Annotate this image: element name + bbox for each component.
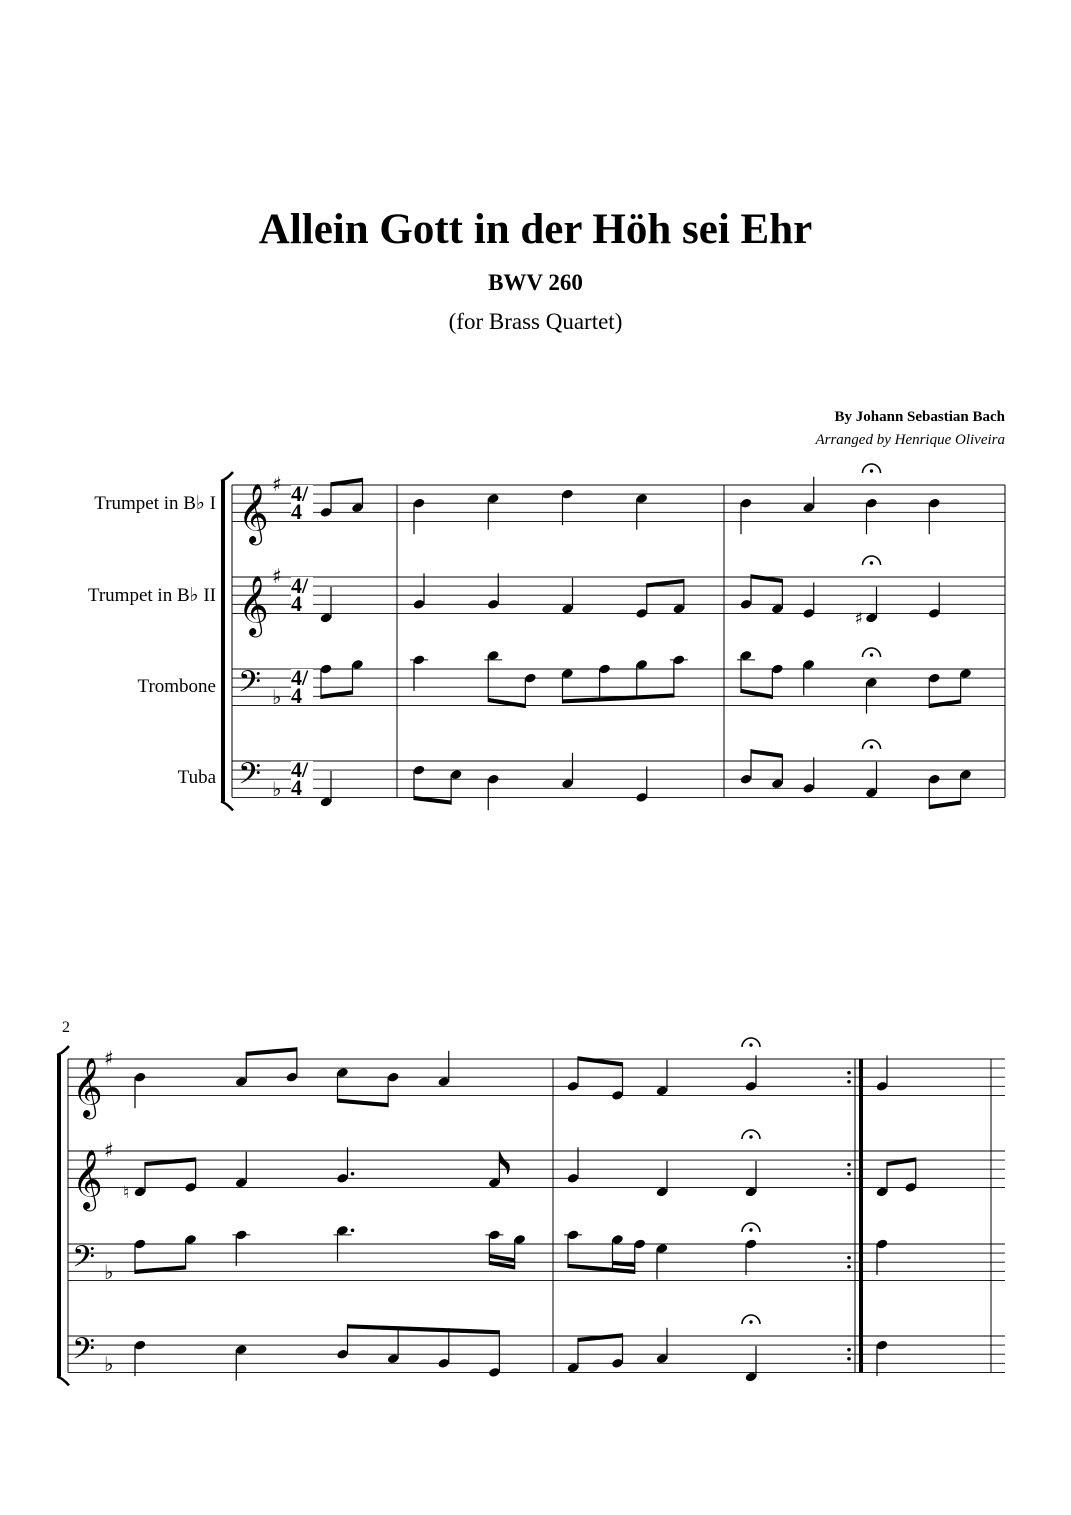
beam (488, 698, 525, 708)
key-signature-sharp: ♯ (104, 1046, 114, 1070)
beam (578, 1333, 623, 1342)
beam (338, 1098, 389, 1107)
bass-clef-icon: 𝄢 (72, 1332, 96, 1374)
repeat-dot (847, 1080, 851, 1084)
instrument-label-trumpet-1: Trumpet in B♭ I (94, 493, 216, 514)
augmentation-dot (351, 1172, 355, 1176)
instrument-label-tuba: Tuba (177, 767, 216, 788)
time-signature-trumpet-1: 4/4 (291, 485, 313, 521)
fermata-dot (749, 1320, 752, 1323)
beam (348, 1324, 500, 1334)
treble-clef-icon: 𝄞 (72, 1149, 103, 1210)
treble-clef-icon: 𝄞 (238, 575, 269, 636)
fermata-dot (749, 1228, 752, 1231)
bracket-bottom-hook (57, 1376, 69, 1385)
bracket-top-hook (57, 1046, 69, 1055)
system-bracket (221, 481, 225, 801)
fermata-dot (870, 561, 873, 564)
key-signature-flat: ♭ (104, 1259, 114, 1284)
repeat-dot (847, 1172, 851, 1176)
system-bracket (57, 1055, 61, 1376)
key-signature-flat: ♭ (272, 684, 282, 709)
sixteenth-beam (489, 1254, 514, 1263)
bass-clef-icon: 𝄢 (238, 665, 262, 707)
key-signature-sharp: ♯ (104, 1138, 114, 1162)
instrument-label-trumpet-2: Trumpet in B♭ II (87, 585, 216, 606)
instrumentation: (for Brass Quartet) (448, 309, 623, 334)
measure-number: 2 (62, 1019, 70, 1036)
time-signature-trumpet-2: 4/4 (291, 577, 313, 613)
repeat-dot (847, 1071, 851, 1075)
instrument-label-trombone: Trombone (137, 676, 216, 697)
beam (751, 574, 782, 583)
bracket-top-hook (221, 472, 233, 481)
bass-clef-icon: 𝄢 (238, 757, 262, 799)
composer: By Johann Sebastian Bach (834, 409, 1005, 425)
beam (887, 1157, 916, 1166)
fermata-dot (749, 1043, 752, 1046)
key-signature-flat: ♭ (272, 776, 282, 801)
catalog-number: BWV 260 (488, 270, 583, 295)
key-signature-flat: ♭ (104, 1351, 114, 1376)
arranger: Arranged by Henrique Oliveira (815, 432, 1005, 448)
score-title: Allein Gott in der Höh sei Ehr (258, 206, 813, 253)
repeat-barline-thick (859, 1059, 863, 1372)
beam (929, 800, 960, 809)
beam (751, 749, 782, 758)
treble-clef-icon: 𝄞 (72, 1057, 103, 1118)
beam (578, 1056, 623, 1066)
treble-clef-icon: 𝄞 (238, 483, 269, 544)
time-signature-trombone: 4/4 (291, 669, 313, 705)
beam (321, 690, 353, 699)
beam (741, 689, 772, 699)
repeat-dot (847, 1256, 851, 1260)
time-signature-tuba: 4/4 (291, 761, 313, 797)
natural-accidental: ♮ (123, 1182, 130, 1203)
repeat-dot (847, 1357, 851, 1361)
bracket-bottom-hook (221, 801, 233, 810)
fermata-dot (870, 653, 873, 656)
beam (145, 1157, 196, 1166)
fermata-dot (749, 1135, 752, 1138)
beam (135, 1265, 186, 1274)
key-signature-sharp: ♯ (272, 472, 282, 496)
eighth-flag (499, 1152, 509, 1174)
sixteenth-beam (613, 1261, 635, 1267)
beam (563, 693, 674, 703)
beam (929, 699, 960, 708)
beam (246, 1047, 297, 1056)
repeat-dot (847, 1348, 851, 1352)
fermata-dot (870, 745, 873, 748)
sharp-accidental: ♯ (854, 608, 863, 629)
bass-clef-icon: 𝄢 (72, 1240, 96, 1282)
repeat-dot (847, 1265, 851, 1269)
repeat-dot (847, 1163, 851, 1167)
augmentation-dot (351, 1229, 355, 1233)
key-signature-sharp: ♯ (272, 564, 282, 588)
fermata-dot (870, 469, 873, 472)
